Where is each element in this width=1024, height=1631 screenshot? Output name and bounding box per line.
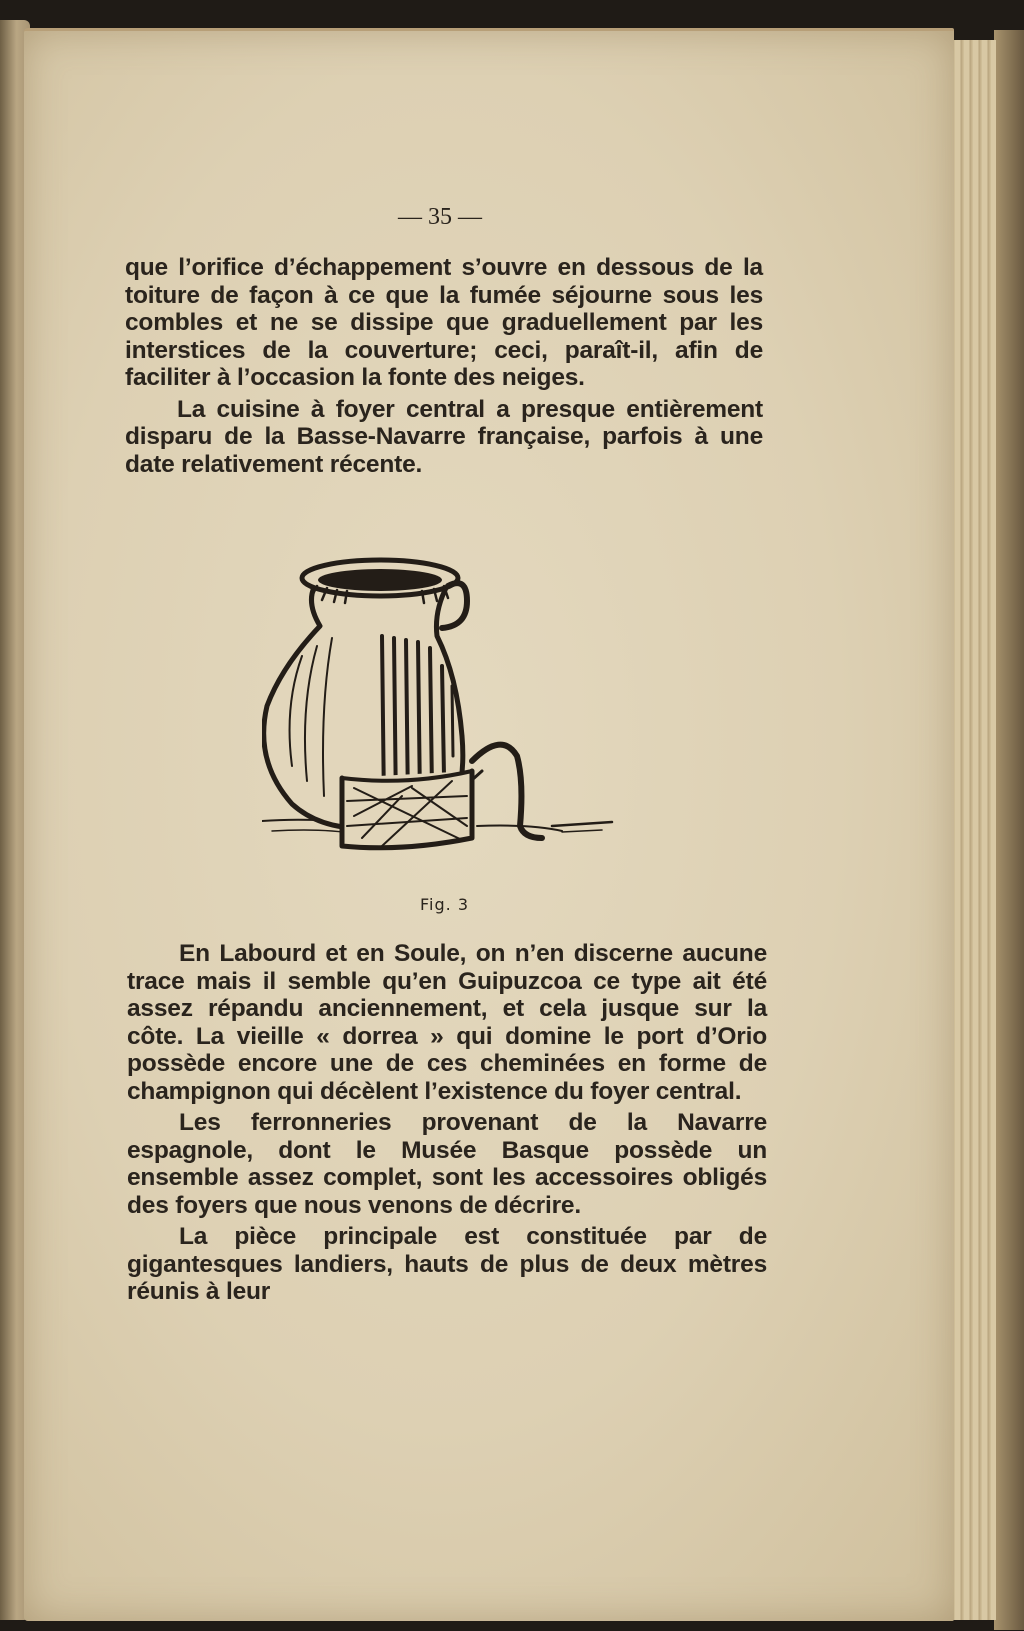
paragraph: Les ferronneries provenant de la Navarre espagnole, dont le Musée Basque possède un ensemble assez complet, sont les accessoires obligés des foyers que nous venons de décrire.: [127, 1109, 767, 1219]
figure-caption: Fig. 3: [420, 895, 469, 914]
paragraph: En Labourd et en Soule, on n’en discerne aucune trace mais il semble qu’en Guipuzcoa ce type ait été assez répandu anciennement, et cela jusque sur la côte. La vieille « dorrea » qui domine le port d’Orio possède encore une de ces cheminées en forme de champignon qui décèlent l’existence du foyer central.: [127, 940, 767, 1105]
bottom-text-block: [127, 940, 767, 1310]
book-cover-edge: [994, 30, 1024, 1630]
top-text-block: [125, 254, 763, 482]
paragraph: La pièce principale est constituée par de gigantesques landiers, hauts de plus de deux mètres réunis à leur: [127, 1223, 767, 1305]
pitcher-in-basket-illustration: [262, 556, 632, 886]
paragraph: que l’orifice d’échappement s’ouvre en dessous de la toiture de façon à ce que la fumée séjourne sous les combles et ne se dissipe que graduellement par les interstices de la couverture; ceci, paraît-il, afin de faciliter à l’occasion la fonte des neiges.: [125, 254, 763, 391]
paragraph: La cuisine à foyer central a presque entièrement disparu de la Basse-Navarre française, parfois à une date relativement récente.: [125, 395, 763, 478]
page-number: — 35 —: [398, 204, 482, 230]
